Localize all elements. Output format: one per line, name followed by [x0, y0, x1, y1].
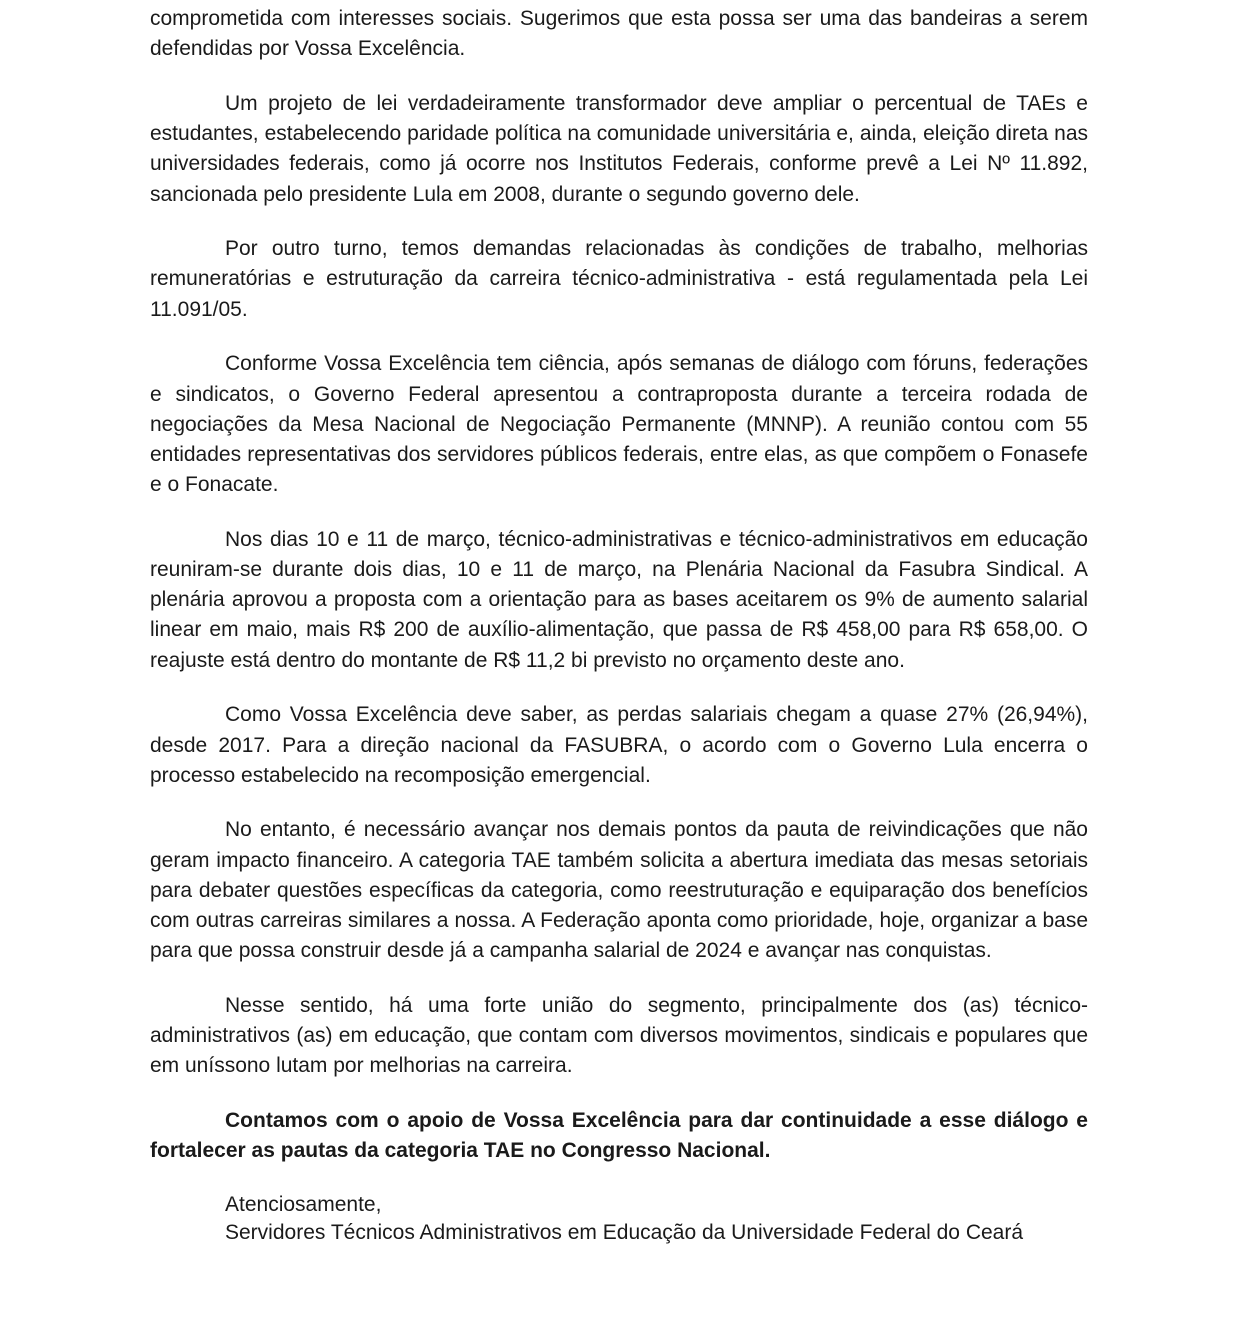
- signature-block: [150, 1191, 1088, 1246]
- paragraph-contraproposta: Conforme Vossa Excelência tem ciência, após semanas de diálogo com fóruns, federações e sindicatos, o Governo Federal apresentou a contraproposta durante a terceira rodada de negociações da Mesa Nacional de Negociação Permanente (MNNP). A reunião contou com 55 entidades representativas dos servidores públicos federais, entre elas, as que compõem o Fonasefe e o Fonacate.: [150, 352, 1088, 497]
- paragraph-pauta-reivindicacoes: No entanto, é necessário avançar nos demais pontos da pauta de reivindicações que não geram impacto financeiro. A categoria TAE também solicita a abertura imediata das mesas setoriais para debater questões específicas da categoria, como reestruturação e equiparação dos benefícios com outras carreiras similares a nossa. A Federação aponta como prioridade, hoje, organizar a base para que possa construir desde já a campanha salarial de 2024 e avançar nas conquistas.: [150, 818, 1088, 963]
- paragraph-perdas-salariais: Como Vossa Excelência deve saber, as perdas salariais chegam a quase 27% (26,94%), desde 2017. Para a direção nacional da FASUBRA, o acordo com o Governo Lula encerra o processo estabelecido na recomposição emergencial.: [150, 703, 1088, 787]
- letter-page: [150, 4, 1088, 1246]
- paragraph-uniao-segmento: Nesse sentido, há uma forte união do segmento, principalmente dos (as) técnico-administrativos (as) em educação, que contam com diversos movimentos, sindicais e populares que em uníssono lutam por melhorias na carreira.: [150, 993, 1088, 1078]
- paragraph-projeto-de-lei: Um projeto de lei verdadeiramente transformador deve ampliar o percentual de TAEs e estudantes, estabelecendo paridade política na comunidade universitária e, ainda, eleição direta nas universidades federais, como já ocorre nos Institutos Federais, conforme prevê a Lei Nº 11.892, sancionada pelo presidente Lula em 2008, durante o segundo governo dele.: [150, 91, 1088, 206]
- signature: Servidores Técnicos Administrativos em Educação da Universidade Federal do Ceará: [225, 1220, 1024, 1244]
- salutation: Atenciosamente,: [225, 1193, 382, 1216]
- paragraph-plenaria: Nos dias 10 e 11 de março, técnico-administrativas e técnico-administrativos em educação reuniram-se durante dois dias, 10 e 11 de março, na Plenária Nacional da Fasubra Sindical. A plenária aprovou a proposta com a orientação para as bases aceitarem os 9% de aumento salarial linear em maio, mais R$ 200 de auxílio-alimentação, que passa de R$ 458,00 para R$ 658,00. O reajuste está dentro do montante de R$ 11,2 bi previsto no orçamento deste ano.: [150, 527, 1088, 672]
- paragraph-condicoes-trabalho: Por outro turno, temos demandas relacionadas às condições de trabalho, melhorias remuneratórias e estruturação da carreira técnico-administrativa - está regulamentada pela Lei 11.091/05.: [150, 237, 1088, 321]
- paragraph-intro-continuation: comprometida com interesses sociais. Sugerimos que esta possa ser uma das bandeiras a serem defendidas por Vossa Excelência.: [150, 7, 1088, 61]
- closing-request: Contamos com o apoio de Vossa Excelência para dar continuidade a esse diálogo e fortalecer as pautas da categoria TAE no Congresso Nacional.: [150, 1109, 1088, 1163]
